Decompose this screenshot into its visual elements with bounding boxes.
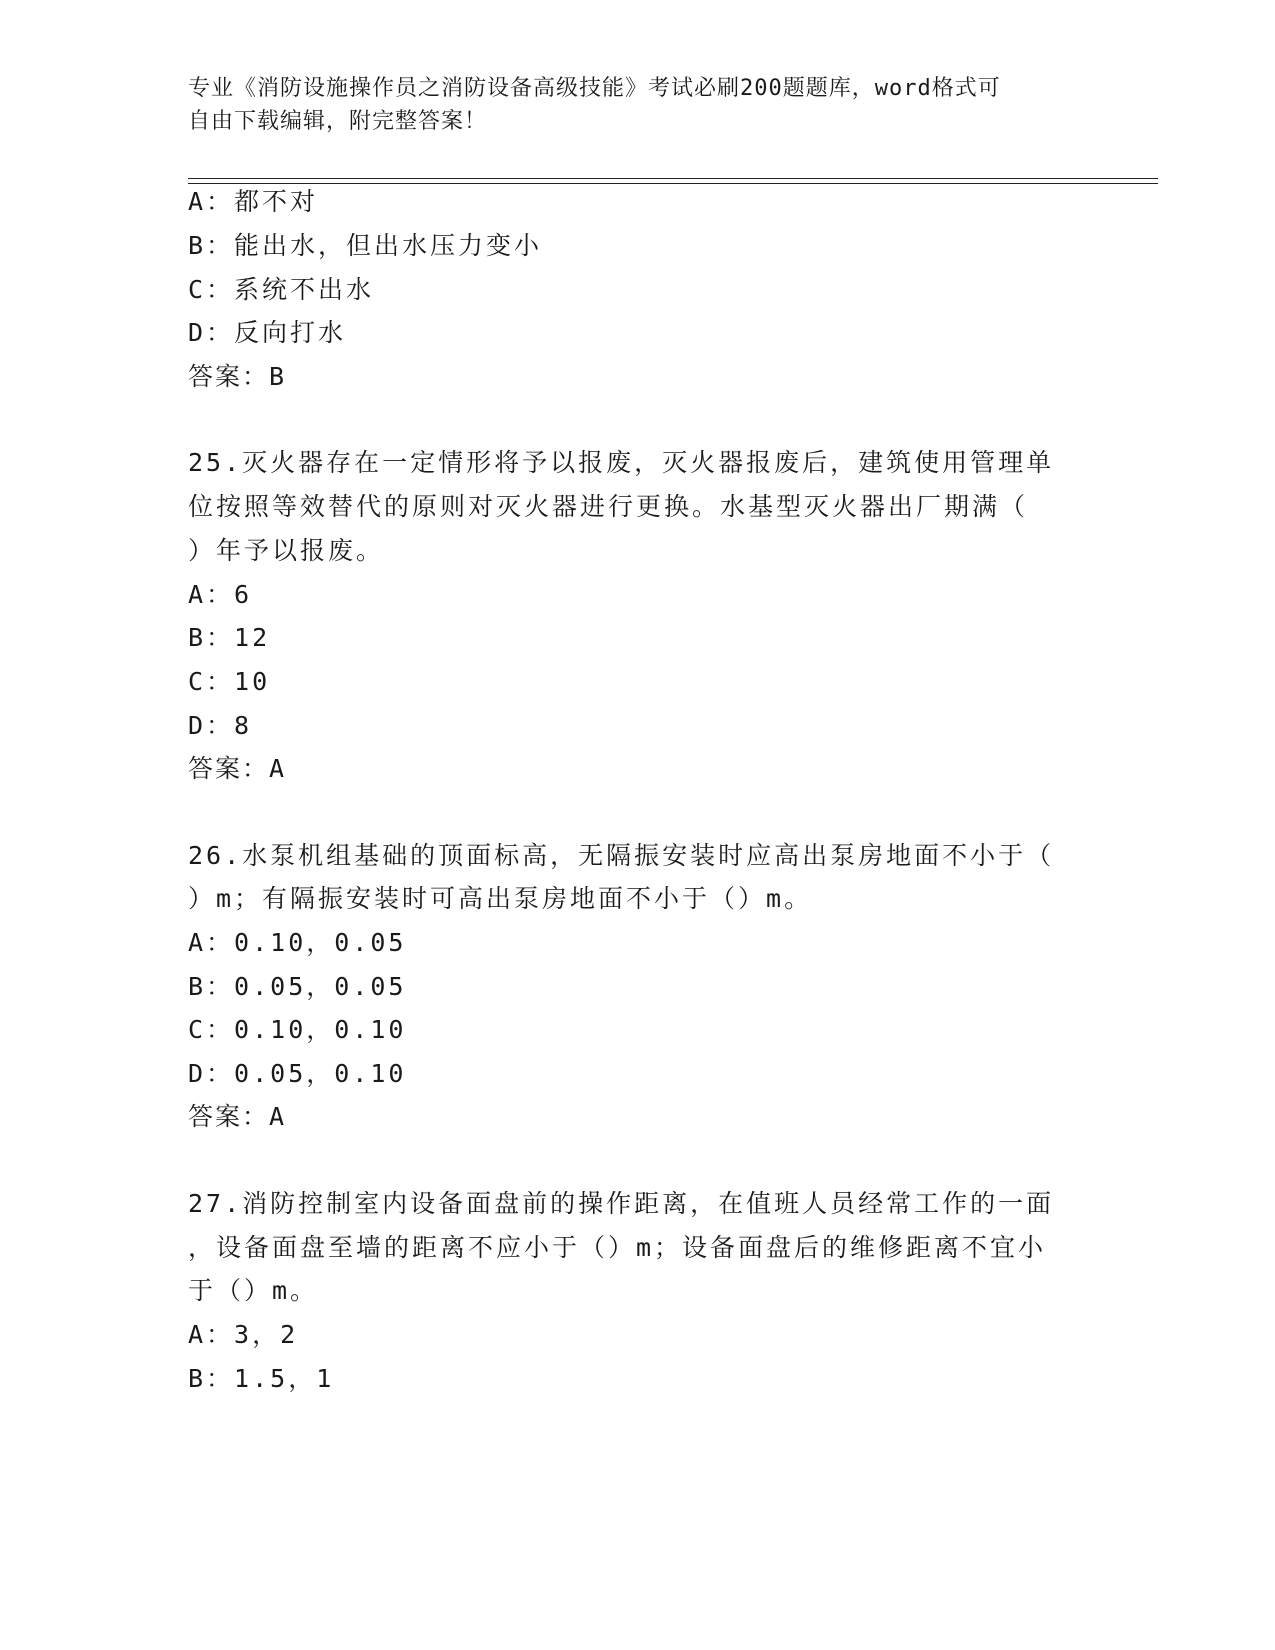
header-line-2: 自由下载编辑，附完整答案！ [188, 109, 488, 134]
q24-option-c: C：系统不出水 [188, 275, 375, 304]
q26-option-d: D：0.05，0.10 [188, 1059, 407, 1088]
q26-option-a: A：0.10，0.05 [188, 928, 407, 957]
q24-option-a: A：都不对 [188, 187, 319, 216]
header-divider-top [188, 178, 1158, 179]
q26-option-c: C：0.10，0.10 [188, 1015, 407, 1044]
q25-option-a: A：6 [188, 580, 253, 609]
q27-text-line-3: 于（）m。 [188, 1276, 319, 1305]
q27-option-a: A：3，2 [188, 1320, 299, 1349]
q24-answer: 答案：B [188, 362, 287, 391]
q25-answer: 答案：A [188, 754, 287, 783]
q27-text-line-2: ，设备面盘至墙的距离不应小于（）m；设备面盘后的维修距离不宜小 [188, 1233, 1047, 1262]
q25-text-line-1: 25.灭火器存在一定情形将予以报废，灭火器报废后，建筑使用管理单 [188, 448, 1055, 477]
q25-text-line-2: 位按照等效替代的原则对灭火器进行更换。水基型灭火器出厂期满（ [188, 492, 1029, 521]
q25-option-d: D：8 [188, 711, 253, 740]
header-line-1: 专业《消防设施操作员之消防设备高级技能》考试必刷200题题库，word格式可 [188, 76, 1001, 101]
q25-option-c: C：10 [188, 667, 271, 696]
q26-option-b: B：0.05，0.05 [188, 972, 407, 1001]
q26-answer: 答案：A [188, 1102, 287, 1131]
q26-text-line-2: ）m；有隔振安装时可高出泵房地面不小于（）m。 [188, 884, 813, 913]
document-header [188, 72, 1068, 138]
q24-option-b: B：能出水，但出水压力变小 [188, 231, 543, 260]
q27-text-line-1: 27.消防控制室内设备面盘前的操作距离，在值班人员经常工作的一面 [188, 1189, 1055, 1218]
q25-text-line-3: ）年予以报废。 [188, 536, 385, 565]
q26-text-line-1: 26.水泵机组基础的顶面标高，无隔振安装时应高出泵房地面不小于（ [188, 841, 1055, 870]
header-divider-bottom [188, 183, 1158, 184]
q27-option-b: B：1.5，1 [188, 1364, 335, 1393]
q25-option-b: B：12 [188, 623, 271, 652]
q24-option-d: D：反向打水 [188, 318, 347, 347]
